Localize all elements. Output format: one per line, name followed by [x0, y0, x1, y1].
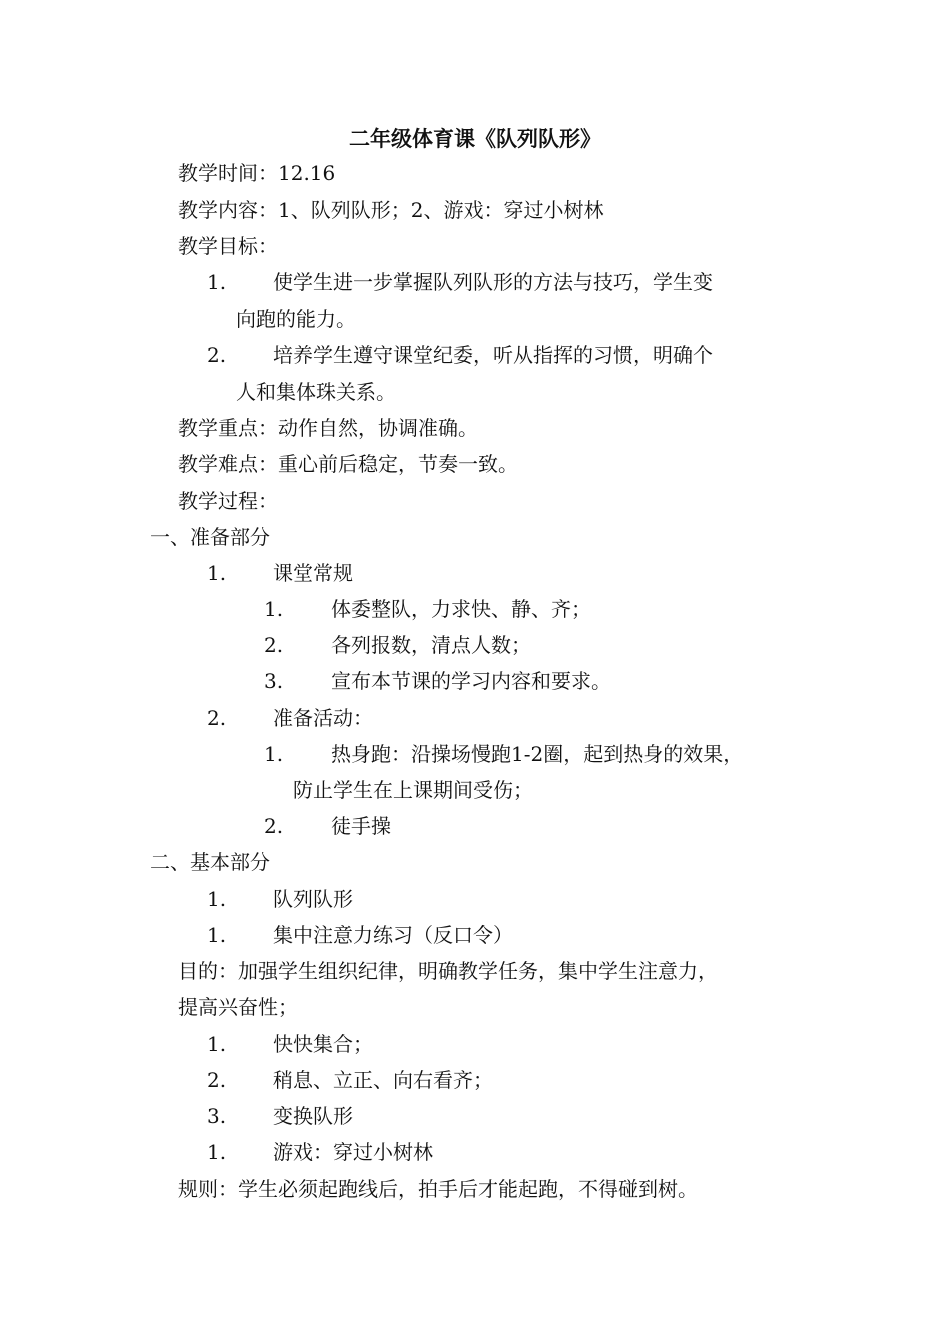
s1-sub2-text: 各列报数，清点人数； [331, 633, 531, 657]
s2-item1-text: 队列队形 [273, 887, 353, 911]
purpose-line1: 目的：加强学生组织纪律，明确教学任务，集中学生注意力， [178, 959, 718, 983]
s2-item2-text: 集中注意力练习（反口令） [273, 923, 513, 947]
s1-sub3-number: 3. [264, 669, 284, 693]
s1-sub1-number: 1. [264, 597, 284, 621]
game-rule: 规则：学生必须起跑线后，拍手后才能起跑，不得碰到树。 [178, 1177, 698, 1201]
s2-item1-number: 1. [207, 887, 227, 911]
s1-item1-number: 1. [207, 561, 227, 585]
goal-2-line1: 培养学生遵守课堂纪委，听从指挥的习惯，明确个 [273, 343, 713, 367]
difficulty: 教学难点：重心前后稳定，节奏一致。 [178, 452, 518, 476]
teaching-content: 教学内容：1、队列队形；2、游戏：穿过小树林 [178, 198, 604, 222]
teaching-goal-label: 教学目标： [178, 234, 278, 258]
process-label: 教学过程： [178, 489, 278, 513]
section-1-heading: 一、准备部分 [150, 525, 270, 549]
s1-freehand-text: 徒手操 [331, 814, 391, 838]
s2-step2-number: 2. [207, 1068, 227, 1092]
s2-item2-number: 1. [207, 923, 227, 947]
teaching-time: 教学时间：12.16 [178, 161, 336, 185]
document-title: 二年级体育课《队列队形》 [349, 126, 601, 151]
s1-warmup-line1: 热身跑：沿操场慢跑1-2圈，起到热身的效果， [331, 742, 744, 766]
s1-sub1-text: 体委整队，力求快、静、齐； [331, 597, 591, 621]
s1-warmup-number: 1. [264, 742, 284, 766]
s2-step1-text: 快快集合； [273, 1032, 373, 1056]
key-point: 教学重点：动作自然，协调准确。 [178, 416, 478, 440]
s1-sub2-number: 2. [264, 633, 284, 657]
s2-step1-number: 1. [207, 1032, 227, 1056]
s2-step2-text: 稍息、立正、向右看齐； [273, 1068, 493, 1092]
s2-step3-number: 3. [207, 1104, 227, 1128]
s1-item2-number: 2. [207, 706, 227, 730]
goal-1-number: 1. [207, 270, 227, 294]
goal-1-line2: 向跑的能力。 [236, 307, 356, 331]
s1-warmup-line2: 防止学生在上课期间受伤； [293, 778, 533, 802]
goal-2-number: 2. [207, 343, 227, 367]
section-2-heading: 二、基本部分 [150, 850, 270, 874]
s1-item2-text: 准备活动： [273, 706, 373, 730]
s2-game-number: 1. [207, 1140, 227, 1164]
s2-step3-text: 变换队形 [273, 1104, 353, 1128]
s1-item1-text: 课堂常规 [273, 561, 353, 585]
s2-game-text: 游戏：穿过小树林 [273, 1140, 433, 1164]
purpose-line2: 提高兴奋性； [178, 995, 298, 1019]
s1-sub3-text: 宣布本节课的学习内容和要求。 [331, 669, 611, 693]
s1-freehand-number: 2. [264, 814, 284, 838]
goal-1-line1: 使学生进一步掌握队列队形的方法与技巧，学生变 [273, 270, 713, 294]
goal-2-line2: 人和集体珠关系。 [236, 380, 396, 404]
